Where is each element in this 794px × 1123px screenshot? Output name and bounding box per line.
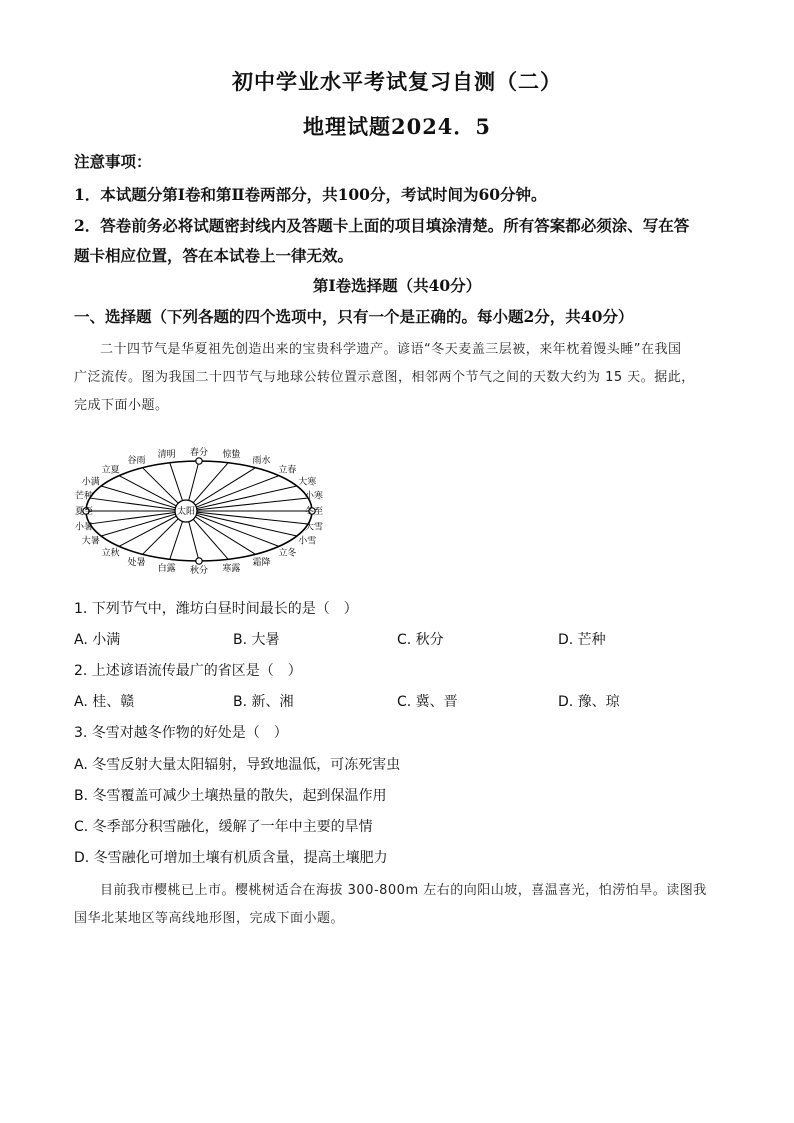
sun-label: 太阳 <box>176 507 196 517</box>
question-3-option-b[interactable]: B. 冬雪覆盖可减少土壤热量的散失，起到保温作用 <box>74 788 387 804</box>
question-2-stem: 2. 上述谚语流传最广的省区是（ ） <box>74 663 302 679</box>
solar-term-label: 小雪 <box>298 536 317 547</box>
question-1-option-d[interactable]: D. 芒种 <box>558 632 606 648</box>
solar-term-label: 大寒 <box>298 477 317 488</box>
notice-item-2-line-2: 题卡相应位置，答在本试卷上一律无效。 <box>74 246 354 265</box>
question-2-option-d[interactable]: D. 豫、琼 <box>558 694 620 710</box>
solar-terms-orbit-diagram <box>74 436 324 581</box>
solar-term-label: 秋分 <box>189 566 209 576</box>
solar-term-label: 霜降 <box>252 558 271 569</box>
solar-term-label: 春分 <box>189 448 209 458</box>
orbit-spoke <box>90 498 186 511</box>
question-3-stem: 3. 冬雪对越冬作物的好处是（ ） <box>74 725 288 741</box>
solar-term-label: 立冬 <box>278 548 297 559</box>
notice-item-2-line-1: 2．答卷前务必将试题密封线内及答题卡上面的项目填涂清楚。所有答案都必须涂、写在答 <box>74 216 690 235</box>
notice-item-1: 1．本试题分第Ⅰ卷和第Ⅱ卷两部分，共100分，考试时间为60分钟。 <box>74 185 547 204</box>
passage-1-line-3: 完成下面小题。 <box>74 398 169 413</box>
solar-term-label: 立春 <box>278 465 297 476</box>
solar-term-label: 大暑 <box>81 536 100 547</box>
question-1-option-c[interactable]: C. 秋分 <box>397 632 444 648</box>
solar-term-label: 芒种 <box>74 491 94 502</box>
solar-term-label: 小暑 <box>74 522 94 533</box>
part-title: 一、选择题（下列各题的四个选项中，只有一个是正确的。每小题2分，共40分） <box>74 307 634 326</box>
solar-term-label: 白露 <box>157 563 176 574</box>
question-2-option-c[interactable]: C. 冀、晋 <box>397 694 458 710</box>
earth-position-marker <box>196 558 202 564</box>
question-3-option-c[interactable]: C. 冬季部分积雪融化，缓解了一年中主要的旱情 <box>74 819 373 835</box>
exam-title: 初中学业水平考试复习自测（二） <box>232 69 562 94</box>
earth-position-marker <box>196 458 202 464</box>
question-1-option-a[interactable]: A. 小满 <box>74 632 121 648</box>
solar-term-label: 冬至 <box>304 507 324 517</box>
solar-term-label: 立夏 <box>101 465 120 476</box>
notice-heading: 注意事项： <box>74 152 152 171</box>
orbit-spoke <box>90 511 186 524</box>
solar-term-label: 小寒 <box>304 491 324 502</box>
solar-term-label: 雨水 <box>252 455 271 466</box>
question-1-stem: 1. 下列节气中，潍坊白昼时间最长的是（ ） <box>74 601 358 617</box>
passage-2-line-1: 目前我市樱桃已上市。樱桃树适合在海拔 300-800m 左右的向阳山坡，喜温喜光，怕涝怕旱。读图我 <box>100 883 707 898</box>
solar-term-label: 谷雨 <box>127 455 146 466</box>
solar-term-label: 清明 <box>157 450 176 461</box>
solar-term-label: 小满 <box>81 477 100 488</box>
exam-subtitle: 地理试题2024．5 <box>302 114 492 139</box>
passage-2-line-2: 国华北某地区等高线地形图，完成下面小题。 <box>74 911 345 926</box>
solar-term-label: 夏至 <box>74 507 94 517</box>
solar-term-label: 处暑 <box>127 558 146 569</box>
solar-term-label: 惊蛰 <box>222 450 241 461</box>
question-2-option-b[interactable]: B. 新、湘 <box>233 694 294 710</box>
passage-1-line-2: 广泛流传。图为我国二十四节气与地球公转位置示意图，相邻两个节气之间的天数大约为 15 天。据此， <box>74 370 695 385</box>
solar-term-label: 寒露 <box>222 563 241 574</box>
solar-term-label: 立秋 <box>101 548 120 559</box>
question-3-option-d[interactable]: D. 冬雪融化可增加土壤有机质含量，提高土壤肥力 <box>74 850 388 866</box>
volume-title: 第Ⅰ卷选择题（共40分） <box>312 276 482 295</box>
question-3-option-a[interactable]: A. 冬雪反射大量太阳辐射，导致地温低，可冻死害虫 <box>74 757 401 773</box>
solar-term-label: 大雪 <box>304 522 324 533</box>
question-2-option-a[interactable]: A. 桂、赣 <box>74 694 135 710</box>
passage-1-line-1: 二十四节气是华夏祖先创造出来的宝贵科学遗产。谚语“冬天麦盖三层被，来年枕着馒头睡”在我国 <box>100 342 682 357</box>
question-1-option-b[interactable]: B. 大暑 <box>233 632 280 648</box>
